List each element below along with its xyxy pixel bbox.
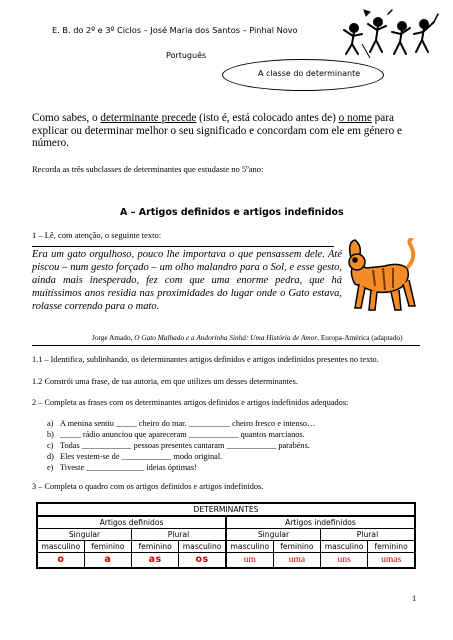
intro-paragraph: Como sabes, o determinante precede (isto é, está colocado antes de) o nome para explicar ou determinar melhor o seu significado e concordam com ele em género e número. <box>32 112 402 149</box>
determiners-table <box>36 502 416 569</box>
text-source: Jorge Amado, O Gato Malhado e a Andorinha Sinhá: Uma História de Amor, Europa-América (adaptado) <box>92 333 403 342</box>
answer-cell: um <box>226 553 273 569</box>
list-item: c) Todas ____________ pessoas presentes cantaram ____________ parabéns. <box>47 441 310 450</box>
answer-cell: uns <box>321 553 368 569</box>
question-2: 2 – Completa as frases com os determinantes artigos definidos e artigos indefinidos adequados: <box>32 398 349 407</box>
bubble-text: A classe do determinante <box>258 69 361 78</box>
text-box-top-border <box>32 246 334 247</box>
question-1-1: 1.1 – Identifica, sublinhando, os determinantes artigos definidos e artigos indefinidos presentes no texto. <box>32 355 379 364</box>
dancing-figures-illustration <box>340 8 440 60</box>
header-fem: feminino <box>368 541 415 553</box>
text-box-bottom-border <box>32 345 420 346</box>
answer-cell: a <box>84 553 131 569</box>
answer-cell: as <box>132 553 179 569</box>
list-item: d) Eles vestem-se de ____________ modo original. <box>47 452 223 461</box>
answer-cell: umas <box>368 553 415 569</box>
section-title: A – Artigos definidos e artigos indefinidos <box>120 207 344 218</box>
school-name: E. B. do 2º e 3º Ciclos – José Maria dos Santos – Pinhal Novo <box>52 25 298 35</box>
header-fem: feminino <box>273 541 320 553</box>
header-masc: masculino <box>37 541 84 553</box>
question-1-2: 1.2 Constrói uma frase, de tua autoria, em que utilizes um desses determinantes. <box>32 377 298 386</box>
list-item: a) A menina sentiu _____ cheiro do mar. __________ cheiro fresco e intenso… <box>47 419 316 428</box>
header-definite: Artigos definidos <box>37 516 226 529</box>
list-item: e) Tiveste ______________ ideias óptimas! <box>47 463 197 472</box>
question-1: 1 – Lê, com atenção, o seguinte texto: <box>32 230 162 240</box>
header-def-singular: Singular <box>37 529 132 541</box>
answer-cell: uma <box>273 553 320 569</box>
answer-cell: o <box>37 553 84 569</box>
header-fem: feminino <box>132 541 179 553</box>
header-indef-singular: Singular <box>226 529 321 541</box>
question-3: 3 – Completa o quadro com os artigos definidos e artigos indefinidos. <box>32 482 264 491</box>
header-fem: feminino <box>84 541 131 553</box>
header-masc: masculino <box>321 541 368 553</box>
page-number: 1 <box>412 593 417 603</box>
recall-instruction: Recorda as três subclasses de determinantes que estudaste no 5ºano: <box>32 164 264 174</box>
header-def-plural: Plural <box>132 529 227 541</box>
cat-illustration <box>345 238 421 316</box>
header-masc: masculino <box>179 541 226 553</box>
header-masc: masculino <box>226 541 273 553</box>
header-indefinite: Artigos indefinidos <box>226 516 415 529</box>
header-indef-plural: Plural <box>321 529 416 541</box>
reading-text: Era um gato orgulhoso, pouco lhe importava o que pensassem dele. Até piscou – num gesto forçado – um olho malandro para o Sol, e esse gesto, ainda mais inesperado, fez com que uma enorme pedra, que há muitíssimos anos residia nas proximidades do lugar onde o Gato estava, rolasse correndo para o mato. <box>32 249 342 312</box>
subject-title: Português <box>166 51 207 60</box>
list-item: b) _____ rádio anunciou que apareceram ____________ quantos marcianos. <box>47 430 305 439</box>
answer-cell: os <box>179 553 226 569</box>
table-title: DETERMINANTES <box>37 503 415 516</box>
fill-in-list <box>47 418 315 473</box>
